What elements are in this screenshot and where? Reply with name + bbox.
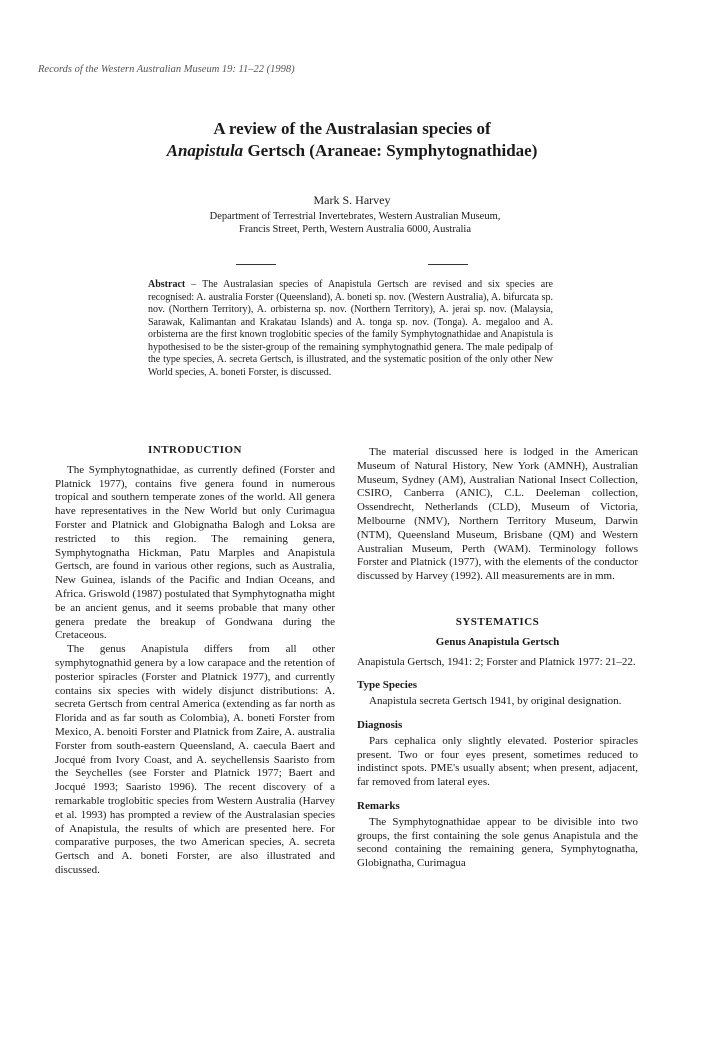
synonymy: Anapistula Gertsch, 1941: 2; Forster and Platnick 1977: 21–22. — [357, 655, 636, 668]
running-head: Records of the Western Australian Museum 19: 11–22 (1998) — [38, 64, 295, 75]
systematics-heading: SYSTEMATICS — [455, 615, 540, 628]
affiliation — [120, 210, 590, 236]
diagnosis-heading: Diagnosis — [357, 718, 403, 731]
abstract — [148, 279, 553, 379]
divider-rule — [428, 264, 468, 265]
affiliation-line-1: Department of Terrestrial Invertebrates, Western Australian Museum, — [209, 211, 501, 222]
title-line-2 — [0, 140, 704, 162]
genus-heading: Genus Anapistula Gertsch — [435, 635, 560, 648]
abstract-text: – The Australasian species of Anapistula Gertsch are revised and six species are recognised: A. australia Forster (Queensland), A. boneti sp. nov. (Western Australia), A. bifurcata sp. nov. (Northern Territory), A. orbisterna sp. nov. (Northern Territory), A. jerai sp. nov. (Malaysia, Sarawak, Kalimantan and Krakatau Islands) and A. tonga sp. nov. (Tonga). A. megaloo and A. orbisterna are the first known troglobitic species of the family Symphytognathidae and Anapistula is hypothesised to be the sister-group of the remaining symphytognathid genera. The male pedipalp of the type species, A. secreta Gertsch, is illustrated, and the systematic position of the only other New World species, A. boneti Forster, is discussed. — [148, 279, 553, 378]
title-genus: Anapistula — [166, 141, 244, 160]
type-species-text: Anapistula secreta Gertsch 1941, by original designation. — [369, 695, 622, 708]
right-column — [357, 446, 638, 871]
affiliation-line-2: Francis Street, Perth, Western Australia 6000, Australia — [239, 224, 471, 235]
author-name: Mark S. Harvey — [313, 193, 391, 207]
title-rest: Gertsch (Araneae: Symphytognathidae) — [243, 141, 538, 160]
diagnosis-text: Pars cephalica only slightly elevated. Posterior spiracles present. Two or four eyes present, sometimes reduced to indistinct spots. PME's usually absent; when present, adjacent, far removed from lateral eyes. — [357, 734, 638, 789]
remarks-heading: Remarks — [357, 799, 400, 812]
material-paragraph: The material discussed here is lodged in the American Museum of Natural History, New York (AMNH), Australian Museum, Sydney (AM), Australian National Insect Collection, CSIRO, Canberra (ANIC), C.L. Deeleman collection, Ossendrecht, Netherlands (CLD), Museum of Victoria, Melbourne (NMV), Northern Territory Museum, Darwin (NTM), Queensland Museum, Brisbane (QM) and Western Australian Museum, Perth (WAM). Terminology follows Forster and Platnick (1977), with the elements of the conductor discussed by Harvey (1992). All measurements are in mm. — [357, 446, 638, 583]
left-column — [55, 444, 335, 878]
introduction-heading: INTRODUCTION — [147, 444, 242, 456]
abstract-label: Abstract — [148, 279, 186, 290]
article-title — [0, 118, 704, 162]
title-line-1: A review of the Australasian species of — [213, 119, 491, 138]
intro-paragraph-2: The genus Anapistula differs from all other symphytognathid genera by a low carapace and the retention of posterior spiracles (Forster and Platnick 1977), and currently contains six species with widely disjunct distributions: A. secreta Gertsch from central America (extending as far north as Florida and as far south as Colombia), A. boneti Forster from Mexico, A. benoiti Forster and Platnick from Zaire, A. australia Forster from south-eastern Queensland, A. caecula Baert and Jocqué from Ivory Coast, and A. seychellensis Saaristo from the Seychelles (see Forster and Platnick 1977; Baert and Jocqué 1993; Saaristo 1996). The recent discovery of a remarkable troglobitic species from Western Australia (Harvey et al. 1993) has prompted a review of the Australasian species of Anapistula, the results of which are presented here. For comparative purposes, the two American species, A. secreta Gertsch and A. boneti Forster, are also illustrated and discussed. — [55, 643, 335, 876]
intro-paragraph-1: The Symphytognathidae, as currently defined (Forster and Platnick 1977), contains five genera found in numerous tropical and southern temperate zones of the world. All genera have representatives in the New World but only Curimagua Forster and Platnick and Globignatha Balogh and Loksa are restricted to this region. The remaining genera, Symphytognatha Hickman, Patu Marples and Anapistula Gertsch, are found in various other regions, such as Australia, New Guinea, islands of the Pacific and Indian Oceans, and Africa. Griswold (1987) postulated that Symphytognatha might be an ancient genus, and it seems probable that many other genera predate the breakup of Gondwana during the Cretaceous. — [55, 463, 335, 642]
divider-rule — [236, 264, 276, 265]
remarks-text: The Symphytognathidae appear to be divisible into two groups, the first containing the sole genus Anapistula and the second containing the remaining genera, Symphytognatha, Globignatha, Curimagua — [357, 815, 638, 870]
type-species-heading: Type Species — [357, 679, 417, 692]
